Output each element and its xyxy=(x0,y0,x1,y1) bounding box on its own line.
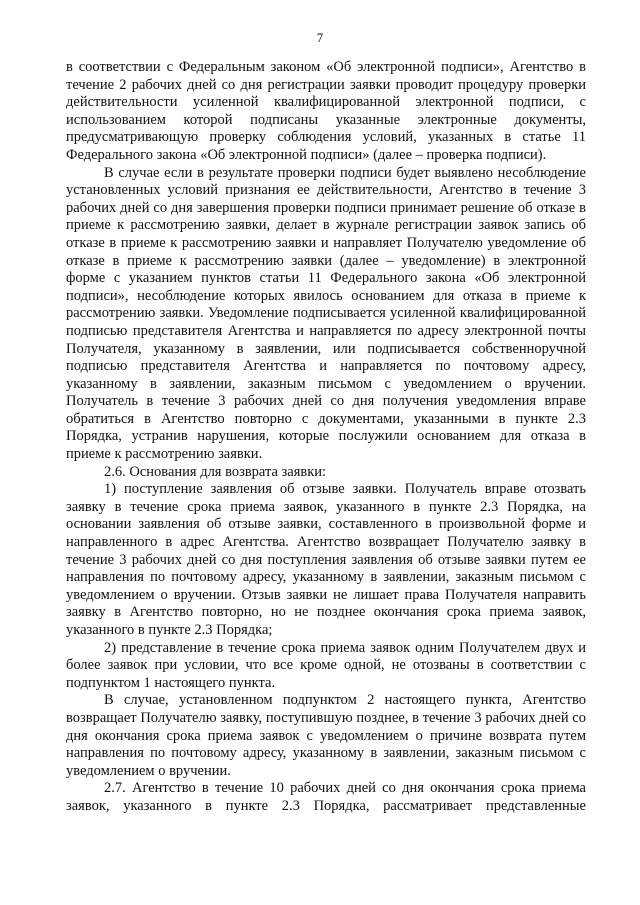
document-body xyxy=(66,59,586,816)
paragraph-return-ground-2: 2) представление в течение срока приема заявок одним Получателем двух и более заявок при условии, что все кроме одной, не отозваны в соответствии с подпунктом 1 настоящего пункта. xyxy=(66,639,586,691)
paragraph-return-ground-1: 1) поступление заявления об отзыве заявки. Получатель вправе отозвать заявку в течение срока приема заявок, указанного в пункте 2.3 Порядка, на основании заявления об отзыве заявки, составленного в произвольной форме и направленного в адрес Агентства. Агентство возвращает Получателю заявку в течение 3 рабочих дней со дня поступления заявления об отзыве заявки путем ее направления по почтовому адресу, указанному в заявлении, заказным письмом с уведомлением о вручении. Отзыв заявки не лишает права Получателя направить заявку в Агентство повторно, но не позднее окончания срока приема заявок, указанного в пункте 2.3 Порядка; xyxy=(66,481,586,638)
page-number: 7 xyxy=(316,30,324,45)
paragraph-review-period: 2.7. Агентство в течение 10 рабочих дней со дня окончания срока приема заявок, указанного в пункте 2.3 Порядка, рассматривает представленные xyxy=(66,780,586,814)
paragraph-refusal-procedure: В случае если в результате проверки подписи будет выявлено несоблюдение установленных условий признания ее действительности, Агентство в течение 3 рабочих дней со дня завершения проверки подписи принимает решение об отказе в приеме к рассмотрению заявки, делает в журнале регистрации заявок запись об отказе в приеме к рассмотрению заявки и направляет Получателю уведомление об отказе в приеме к рассмотрению заявки (далее – уведомление) в электронной форме с указанием пунктов статьи 11 Федерального закона «Об электронной подписи», несоблюдение которых явилось основанием для отказа в приеме к рассмотрению заявки. Уведомление подписывается усиленной квалифицированной подписью представителя Агентства и направляется по адресу электронной почты Получателя, указанному в заявлении, или подписывается собственноручной подписью представителя Агентства и направляется по почтовому адресу, указанному в заявлении, заказным письмом с уведомлением о вручении. Получатель в течение 3 рабочих дней со дня получения уведомления вправе обратиться в Агентство повторно с документами, указанными в пункте 2.3 Порядка, устранив нарушения, которые послужили основанием для отказа в приеме к рассмотрению заявки. xyxy=(66,164,586,463)
paragraph-electronic-signature-check: в соответствии с Федеральным законом «Об электронной подписи», Агентство в течение 2 рабочих дней со дня регистрации заявки проводит процедуру проверки действительности усиленной квалифицированной электронной подписи, с использованием которой подписаны указанные электронные документы, предусматривающую проверку соблюдения условий, указанных в статье 11 Федерального закона «Об электронной подписи» (далее – проверка подписи). xyxy=(66,59,586,163)
paragraph-return-grounds-heading: 2.6. Основания для возврата заявки: xyxy=(104,463,327,480)
paragraph-return-case: В случае, установленном подпунктом 2 настоящего пункта, Агентство возвращает Получателю заявку, поступившую позднее, в течение 3 рабочих дней со дня окончания срока приема заявок с уведомлением о причине возврата путем направления по почтовому адресу, указанному в заявлении, заказным письмом с уведомлением о вручении. xyxy=(66,692,586,779)
